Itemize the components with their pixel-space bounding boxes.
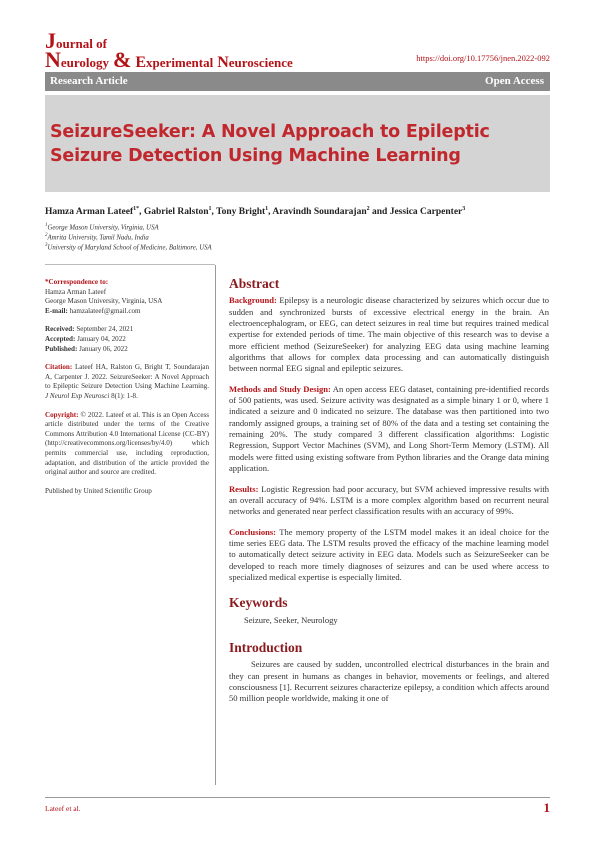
- received-label: Received:: [45, 325, 75, 334]
- copyright-block: [45, 411, 209, 478]
- methods-text: An open access EEG dataset, containing pre-identified records of 500 patients, was used. Seizure activity was designated as a simple binary 1 or 0, where 1 indicated a seizure and 0 indicated no seizure. The database was then partitioned into two randomly assigned groups, a training set of 80% of the data and a testing set containing the remaining 20%. The study compared 3 different classification algorithms: Logistic Regression, Support Vector Machines (SVM), and Long Short-Term Memory (LSTM). All models were fitted using existing software from Python libraries and the Orange data mining application.: [229, 383, 549, 474]
- affiliation-text: George Mason University, Virginia, USA: [47, 224, 159, 232]
- journal-title-xperimental: xperimental: [146, 55, 214, 70]
- correspondence-institution: George Mason University, Virginia, USA: [45, 297, 163, 306]
- citation-journal: J Neurol Exp Neurosci: [45, 391, 110, 400]
- sidebar: [45, 278, 209, 496]
- affiliation: [45, 243, 212, 251]
- accepted-label: Accepted:: [45, 334, 76, 343]
- doi-link[interactable]: https://doi.org/10.17756/jnen.2022-092: [416, 53, 550, 63]
- journal-title: [45, 30, 293, 71]
- affiliation-sup: 3: [45, 243, 48, 248]
- copyright-text: © 2022. Lateef et al. This is an Open Access article distributed under the terms of the Creative Commons Attribution 4.0 International License (CC-BY) (http://creativecommons.org/licenses/by/4.0) which permits commercial use, including reproduction, adaptation, and distribution of the article provided the original author and source are credited.: [45, 410, 209, 477]
- author-sup: 1: [265, 206, 269, 212]
- author-name: Gabriel Ralston: [143, 207, 209, 218]
- footer-author: Lateef et al.: [45, 804, 81, 813]
- journal-title-eurology: eurology: [60, 55, 110, 70]
- results-label: Results:: [229, 483, 259, 494]
- author-list: Hamza Arman Lateef$^{1*}$, Gabriel Ralston$^1$, Tony Bright$^1$, Aravindh Soundarajan$^2$ and Jessica Carpenter$^3$: [45, 206, 466, 218]
- author-name: Hamza Arman Lateef: [45, 207, 134, 218]
- citation-text: Lateef HA, Ralston G, Bright T, Soundarajan A, Carpenter J. 2022. SeizureSeeker: A Novel Approach to Epileptic Seizure Detection Using Machine Learning.: [45, 363, 209, 391]
- article-title: SeizureSeeker: A Novel Approach to Epileptic Seizure Detection Using Machine Learning: [50, 122, 490, 166]
- correspondence-block: [45, 278, 209, 316]
- journal-title-amp: &: [113, 47, 132, 72]
- received-date: September 24, 2021: [76, 325, 134, 334]
- article-type-bar: [45, 72, 550, 91]
- affiliation-sup: 2: [45, 233, 48, 238]
- journal-title-j: J: [45, 28, 56, 53]
- author-name: Aravindh Soundarajan: [272, 207, 367, 218]
- citation-label: Citation:: [45, 363, 73, 372]
- author-sup: 2: [366, 206, 370, 212]
- dates-block: [45, 325, 209, 354]
- citation-volume: 8(1): 1-8.: [111, 391, 138, 400]
- open-access-label: Open Access: [485, 75, 544, 87]
- correspondence-name: Hamza Arman Lateef: [45, 287, 107, 296]
- published-date: January 06, 2022: [79, 344, 128, 353]
- abstract-background: [229, 295, 549, 374]
- conclusions-text: The memory property of the LSTM model makes it an ideal choice for the time series EEG data. The LSTM results proved the efficacy of the machine learning model to automatically detect seizure activity in EEG data. Models such as SeizureSeeker can be developed to reach more timely diagnoses of seizures and can be used where access to specialized medical expertise is especially limited.: [229, 526, 549, 582]
- title-box: [45, 95, 550, 192]
- correspondence-label: *Correspondence to:: [45, 278, 109, 286]
- author-sup: 1: [208, 206, 212, 212]
- affiliation-text: Amrita University, Tamil Nadu, India: [47, 234, 149, 242]
- email-label: E-mail:: [45, 306, 68, 315]
- affiliation: [45, 223, 159, 231]
- published-label: Published:: [45, 344, 78, 353]
- affiliation-text: University of Maryland School of Medicine, Baltimore, USA: [47, 244, 212, 252]
- accepted-date: January 04, 2022: [77, 334, 126, 343]
- main-column: [229, 278, 549, 714]
- abstract-conclusions: [229, 527, 549, 584]
- keywords-heading: Keywords: [229, 595, 288, 611]
- affiliation-sup: 1: [45, 223, 48, 228]
- journal-title-euroscience: euroscience: [228, 55, 293, 70]
- journal-title-e: E: [135, 54, 147, 71]
- author-sup: 1*: [133, 206, 140, 212]
- journal-title-n: N: [45, 47, 61, 72]
- abstract-methods: [229, 384, 549, 475]
- column-divider: [215, 265, 216, 785]
- author-name: Tony Bright: [216, 207, 266, 218]
- abstract-results: [229, 484, 549, 518]
- abstract-heading: Abstract: [229, 276, 280, 291]
- background-text: Epilepsy is a neurologic disease characterized by seizures which occur due to sudden and synchronized bursts of excessive electrical energy in the brain. An electroencephalogram, or EEG, can detect seizures in real time but requires trained medical expertise for extended periods of time. The main objective of this research was to devise a more efficient method (SeizureSeeker) for analyzing EEG data using machine learning algorithms that allows for complex data processing and can automatically distinguish between normal EEG signal and epileptic seizures.: [229, 295, 549, 374]
- journal-title-n2: N: [217, 54, 229, 71]
- author-sup: 3: [462, 206, 466, 212]
- email-link[interactable]: hamzalateef@gmail.com: [69, 306, 141, 315]
- publisher-note: Published by United Scientific Group: [45, 486, 152, 495]
- affiliation: [45, 233, 149, 241]
- introduction-text: Seizures are caused by sudden, uncontrolled electrical disturbances in the brain and they can present in humans as changes in behavior, movements or feelings, and altered consciousness [1]. Recurrent seizures characterize epilepsy, a condition which affects around 50 million people worldwide, making it one of: [229, 659, 549, 704]
- introduction-heading: Introduction: [229, 639, 303, 655]
- methods-label: Methods and Study Design:: [229, 383, 331, 394]
- page-number: 1: [543, 800, 550, 815]
- keywords-text: Seizure, Seeker, Neurology: [244, 614, 338, 625]
- background-label: Background:: [229, 295, 277, 306]
- copyright-label: Copyright:: [45, 410, 79, 419]
- citation-block: [45, 363, 209, 401]
- author-name: Jessica Carpenter: [389, 207, 463, 218]
- footer-rule: [45, 797, 550, 798]
- journal-title-ournal-of: ournal of: [56, 36, 107, 51]
- sidebar-top-rule: [45, 264, 215, 265]
- article-type-label: Research Article: [50, 75, 128, 87]
- results-text: Logistic Regression had poor accuracy, but SVM achieved impressive results with an overall accuracy of 94%. LSTM is a more complex algorithm based on recurrent neural networks and generated near perfect classification results with an accuracy of 99%.: [229, 483, 549, 517]
- conclusions-label: Conclusions:: [229, 526, 277, 537]
